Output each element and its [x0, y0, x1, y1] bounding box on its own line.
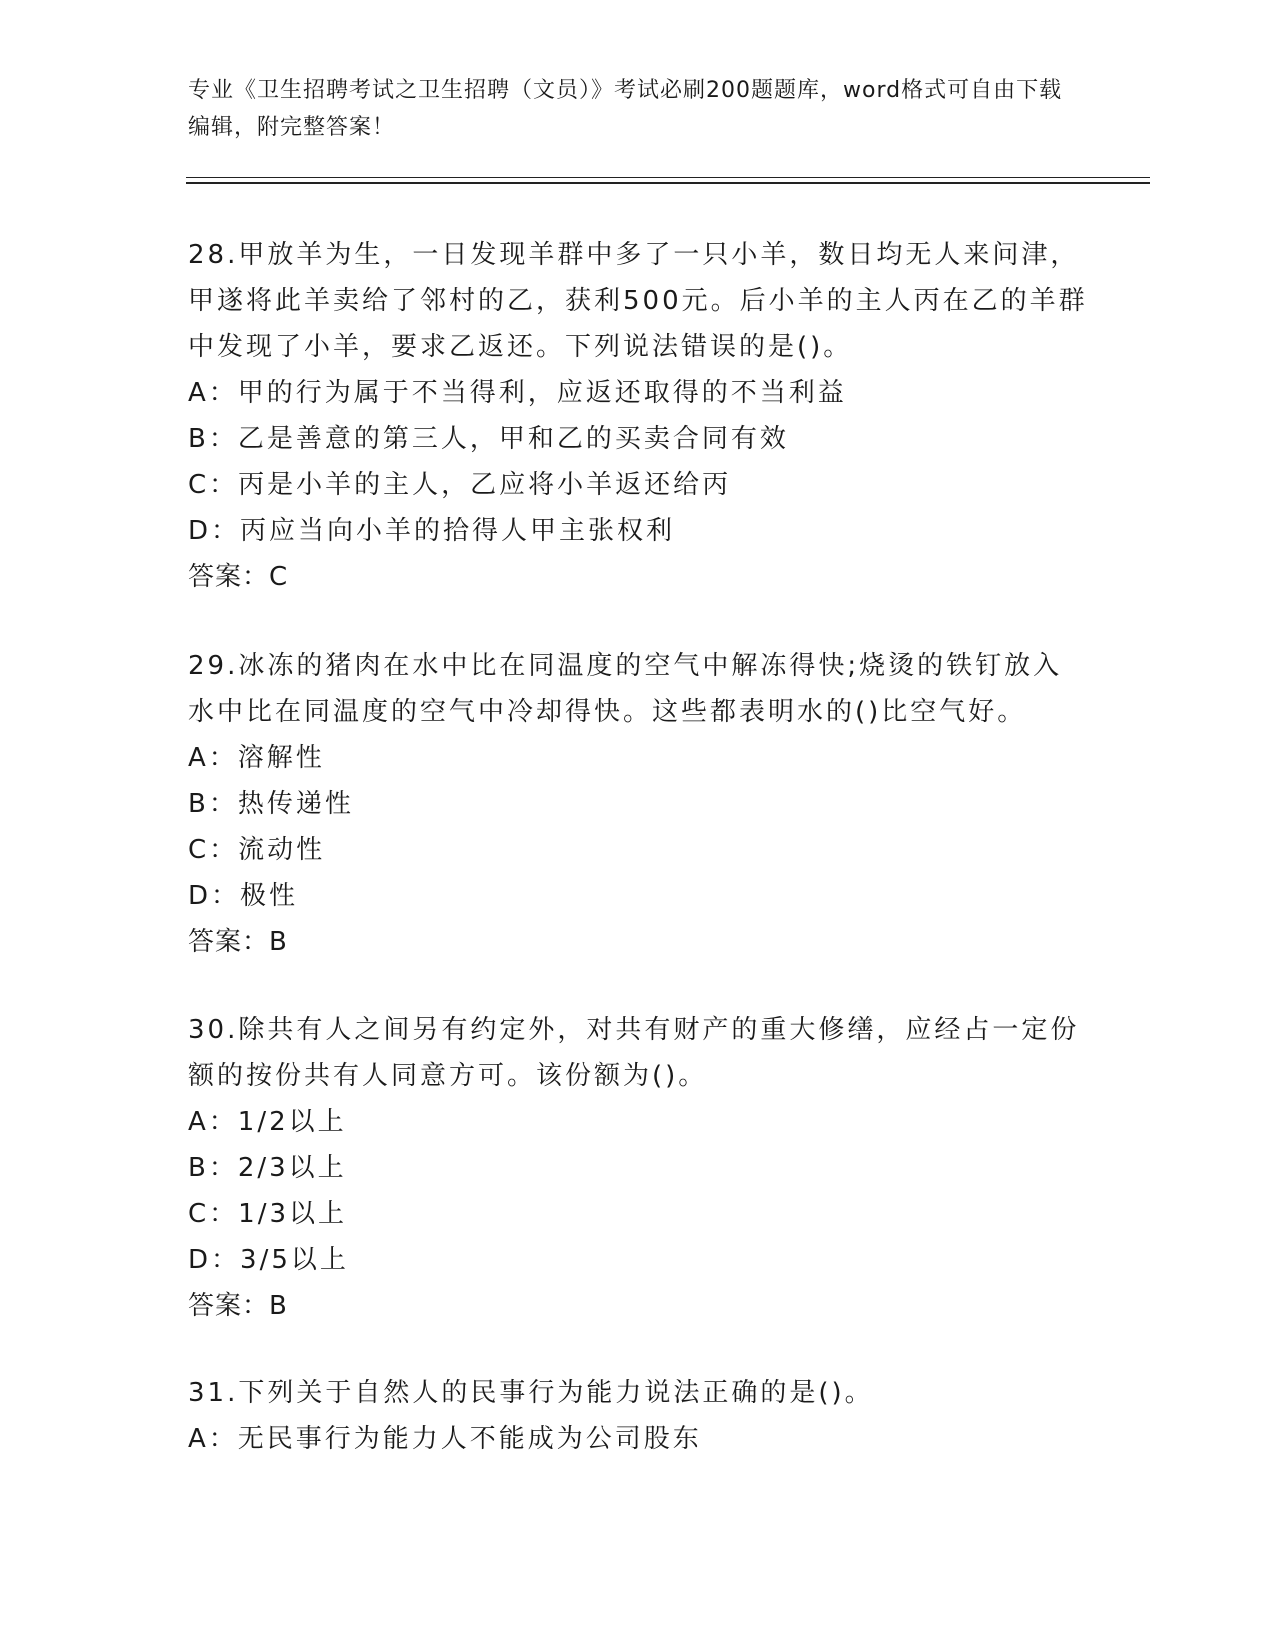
question-stem: 28.甲放羊为生，一日发现羊群中多了一只小羊，数日均无人来问津，甲遂将此羊卖给了邻村的乙，获利500元。后小羊的主人丙在乙的羊群中发现了小羊，要求乙返还。下列说法错误的是()。 — [188, 240, 1088, 362]
document-header — [188, 72, 1068, 146]
option-b: B：乙是善意的第三人，甲和乙的买卖合同有效 — [188, 424, 789, 454]
option-a: A：1/2以上 — [188, 1107, 347, 1137]
option-c: C：丙是小羊的主人，乙应将小羊返还给丙 — [188, 470, 732, 500]
answer-label: 答案：B — [188, 1291, 288, 1321]
question-stem: 29.冰冻的猪肉在水中比在同温度的空气中解冻得快;烧烫的铁钉放入水中比在同温度的空气中冷却得快。这些都表明水的()比空气好。 — [188, 651, 1063, 727]
answer-label: 答案：C — [188, 562, 289, 592]
option-a: A：溶解性 — [188, 743, 325, 773]
header-divider-thin — [186, 177, 1150, 178]
header-divider-thick — [186, 182, 1150, 184]
question-31 — [188, 1370, 1088, 1462]
option-c: C：流动性 — [188, 835, 326, 865]
option-a: A：无民事行为能力人不能成为公司股东 — [188, 1424, 702, 1454]
option-a: A：甲的行为属于不当得利，应返还取得的不当利益 — [188, 378, 847, 408]
question-stem: 30.除共有人之间另有约定外，对共有财产的重大修缮，应经占一定份额的按份共有人同意方可。该份额为()。 — [188, 1015, 1080, 1091]
option-b: B：热传递性 — [188, 789, 354, 819]
question-30 — [188, 1007, 1088, 1329]
question-29 — [188, 643, 1088, 965]
option-d: D：极性 — [188, 881, 299, 911]
header-text: 专业《卫生招聘考试之卫生招聘（文员）》考试必刷200题题库，word格式可自由下载编辑，附完整答案！ — [188, 78, 1063, 140]
option-b: B：2/3以上 — [188, 1153, 347, 1183]
question-stem: 31.下列关于自然人的民事行为能力说法正确的是()。 — [188, 1378, 874, 1408]
option-c: C：1/3以上 — [188, 1199, 347, 1229]
option-d: D：3/5以上 — [188, 1245, 349, 1275]
option-d: D：丙应当向小羊的拾得人甲主张权利 — [188, 516, 676, 546]
question-28 — [188, 232, 1088, 600]
answer-label: 答案：B — [188, 927, 288, 957]
